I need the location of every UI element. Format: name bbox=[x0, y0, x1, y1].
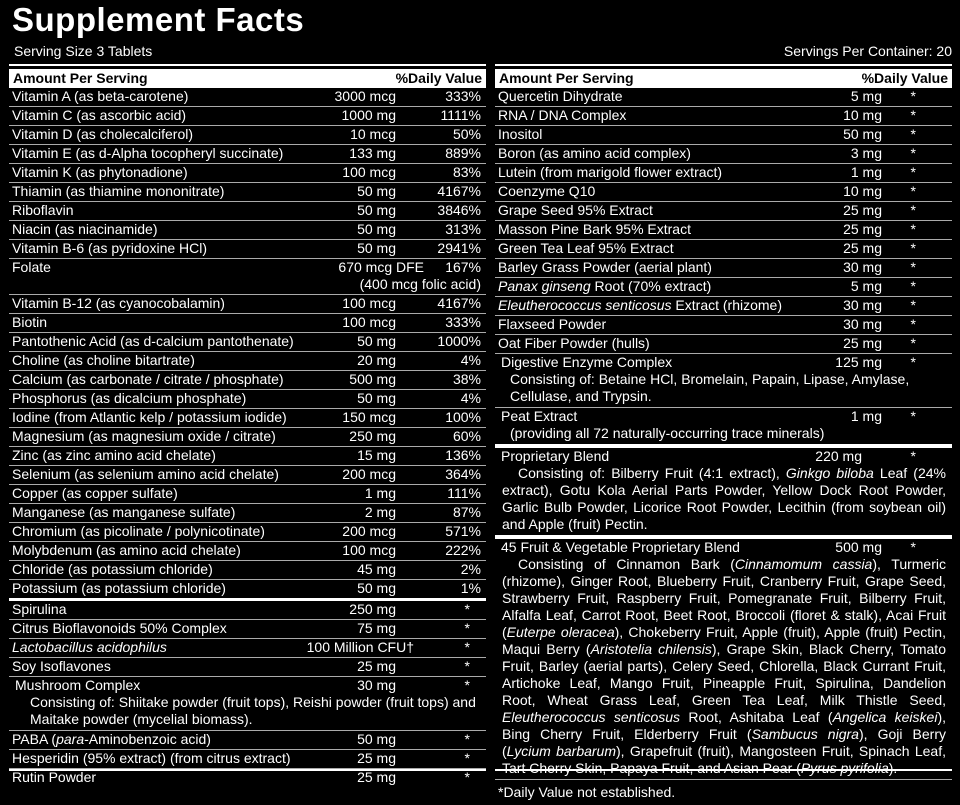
other-ingredient-rows bbox=[9, 598, 486, 677]
nutrient-row-folate bbox=[9, 259, 486, 295]
nutrient-daily-value: 571% bbox=[445, 523, 481, 539]
nutrient-name: Phosphorus (as dicalcium phosphate) bbox=[12, 390, 247, 406]
daily-value-heading: %Daily Value bbox=[395, 70, 482, 86]
ingredient-row bbox=[495, 107, 952, 126]
nutrient-name: Calcium (as carbonate / citrate / phosphate) bbox=[12, 371, 284, 387]
nutrient-row bbox=[9, 88, 486, 107]
ingredient-row-panax-ginseng bbox=[495, 278, 952, 297]
peat-extract-detail: (providing all 72 naturally-occurring trace minerals) bbox=[510, 425, 825, 441]
ingredient-amount: 1 mg bbox=[850, 408, 882, 424]
nutrient-name: Folate bbox=[12, 259, 51, 275]
nutrient-name: Niacin (as niacinamide) bbox=[12, 221, 158, 237]
nutrient-row bbox=[9, 333, 486, 352]
nutrient-name: Citrus Bioflavonoids 50% Complex bbox=[12, 620, 227, 636]
nutrient-amount: 10 mcg bbox=[350, 126, 396, 142]
nutrient-row bbox=[9, 371, 486, 390]
ingredient-daily-value: * bbox=[910, 539, 916, 555]
nutrient-amount: 1000 mg bbox=[341, 107, 396, 123]
ingredient-name: Peat Extract bbox=[501, 408, 578, 424]
nutrient-amount: 133 mg bbox=[349, 145, 396, 161]
ingredient-amount: 25 mg bbox=[843, 335, 882, 351]
nutrient-row-mushroom-complex bbox=[9, 677, 486, 731]
nutrient-daily-value: 333% bbox=[445, 88, 481, 104]
nutrient-amount: 20 mg bbox=[357, 352, 396, 368]
nutrient-amount: 200 mcg bbox=[342, 523, 396, 539]
nutrient-amount: 15 mg bbox=[357, 447, 396, 463]
nutrient-amount-note: (400 mcg folic acid) bbox=[359, 276, 481, 292]
nutrient-daily-value: 889% bbox=[445, 145, 481, 161]
ingredient-row bbox=[495, 316, 952, 335]
digestive-enzyme-detail: Consisting of: Betaine HCl, Bromelain, Papain, Lipase, Amylase, Cellulase, and Trypsin. bbox=[510, 371, 910, 404]
nutrient-daily-value: * bbox=[464, 769, 470, 785]
ingredient-daily-value: * bbox=[910, 183, 916, 199]
ingredient-amount: 25 mg bbox=[843, 240, 882, 256]
ingredient-row bbox=[495, 335, 952, 354]
ingredient-row-eleutherococcus bbox=[495, 297, 952, 316]
ingredient-amount: 30 mg bbox=[843, 259, 882, 275]
nutrient-row bbox=[9, 352, 486, 371]
nutrient-name: Magnesium (as magnesium oxide / citrate) bbox=[12, 428, 276, 444]
nutrient-name: Riboflavin bbox=[12, 202, 74, 218]
nutrient-name: Rutin Powder bbox=[12, 769, 97, 785]
ingredient-daily-value: * bbox=[910, 240, 916, 256]
nutrient-amount: 3000 mcg bbox=[334, 88, 396, 104]
nutrient-row bbox=[9, 164, 486, 183]
ingredient-daily-value: * bbox=[910, 221, 916, 237]
mushroom-complex-detail: Consisting of: Shiitake powder (fruit tops), Reishi powder (fruit tops) and Maitake powder (mycelial biomass). bbox=[30, 694, 476, 727]
nutrient-name: Lactobacillus acidophilus bbox=[12, 639, 167, 655]
nutrient-daily-value: * bbox=[464, 639, 470, 655]
nutrient-daily-value: 100% bbox=[445, 409, 481, 425]
nutrient-daily-value: 4167% bbox=[437, 295, 481, 311]
ingredient-daily-value: * bbox=[910, 145, 916, 161]
ingredient-amount: 500 mg bbox=[835, 539, 882, 555]
nutrient-row bbox=[9, 202, 486, 221]
ingredient-daily-value: * bbox=[910, 297, 916, 313]
nutrient-amount: 50 mg bbox=[357, 202, 396, 218]
ingredient-amount: 25 mg bbox=[843, 202, 882, 218]
nutrient-name: Pantothenic Acid (as d-calcium pantothenate) bbox=[12, 333, 294, 349]
nutrient-daily-value: 4% bbox=[460, 352, 481, 368]
nutrient-row bbox=[9, 145, 486, 164]
nutrient-amount: 50 mg bbox=[357, 240, 396, 256]
nutrient-daily-value: 87% bbox=[452, 504, 481, 520]
left-column-header bbox=[9, 69, 486, 88]
ingredient-amount: 220 mg bbox=[815, 448, 862, 464]
nutrient-daily-value: * bbox=[464, 731, 470, 747]
nutrient-daily-value: 2941% bbox=[437, 240, 481, 256]
ingredient-amount: 5 mg bbox=[850, 278, 882, 294]
nutrient-amount: 100 mcg bbox=[342, 295, 396, 311]
nutrient-daily-value: 2% bbox=[460, 561, 481, 577]
vitamin-rows bbox=[9, 88, 486, 259]
ingredient-row bbox=[495, 259, 952, 278]
nutrient-name: Mushroom Complex bbox=[15, 677, 141, 693]
ingredient-name: Flaxseed Powder bbox=[498, 316, 607, 332]
mineral-rows bbox=[9, 295, 486, 598]
nutrient-daily-value: 4% bbox=[460, 390, 481, 406]
ingredient-name: Eleutherococcus senticosus Extract (rhizome) bbox=[498, 297, 783, 313]
ingredient-row bbox=[495, 240, 952, 259]
nutrient-daily-value: * bbox=[464, 620, 470, 636]
nutrient-name: Vitamin E (as d-Alpha tocopheryl succinate) bbox=[12, 145, 284, 161]
nutrient-name: Spirulina bbox=[12, 601, 67, 617]
nutrient-amount: 2 mg bbox=[364, 504, 396, 520]
nutrient-row bbox=[9, 542, 486, 561]
nutrient-row bbox=[9, 126, 486, 145]
ingredient-name: Oat Fiber Powder (hulls) bbox=[498, 335, 650, 351]
nutrient-row bbox=[9, 314, 486, 333]
ingredient-daily-value: * bbox=[910, 354, 916, 370]
nutrient-amount: 25 mg bbox=[357, 658, 396, 674]
nutrient-daily-value: 167% bbox=[445, 259, 481, 275]
ingredient-amount: 125 mg bbox=[835, 354, 882, 370]
nutrient-row bbox=[9, 409, 486, 428]
nutrient-name: Chromium (as picolinate / polynicotinate) bbox=[12, 523, 265, 539]
nutrient-name: Iodine (from Atlantic kelp / potassium iodide) bbox=[12, 409, 287, 425]
ingredient-row-peat-extract bbox=[495, 408, 952, 448]
nutrient-daily-value: 111% bbox=[447, 485, 481, 501]
nutrient-amount: 50 mg bbox=[357, 333, 396, 349]
nutrient-amount: 670 mcg DFE bbox=[338, 259, 424, 275]
ingredient-name: Masson Pine Bark 95% Extract bbox=[498, 221, 691, 237]
nutrient-row bbox=[9, 639, 486, 658]
ingredient-daily-value: * bbox=[910, 335, 916, 351]
nutrient-daily-value: 4167% bbox=[437, 183, 481, 199]
nutrient-daily-value: 222% bbox=[445, 542, 481, 558]
amount-per-serving-heading: Amount Per Serving bbox=[13, 70, 148, 86]
nutrient-row bbox=[9, 107, 486, 126]
nutrient-daily-value: 38% bbox=[452, 371, 481, 387]
ingredient-amount: 1 mg bbox=[850, 164, 882, 180]
nutrient-daily-value: 60% bbox=[452, 428, 481, 444]
nutrient-amount: 50 mg bbox=[357, 390, 396, 406]
nutrient-amount: 50 mg bbox=[357, 580, 396, 596]
nutrient-name: Vitamin A (as beta-carotene) bbox=[12, 88, 189, 104]
ingredient-row bbox=[495, 202, 952, 221]
ingredient-name: Digestive Enzyme Complex bbox=[501, 354, 673, 370]
ingredient-row bbox=[495, 183, 952, 202]
daily-value-footnote: *Daily Value not established. bbox=[498, 784, 676, 800]
nutrient-daily-value: * bbox=[464, 677, 470, 693]
nutrient-amount: 1 mg bbox=[364, 485, 396, 501]
nutrient-daily-value: 83% bbox=[452, 164, 481, 180]
nutrient-row bbox=[9, 620, 486, 639]
nutrient-name: PABA (para-Aminobenzoic acid) bbox=[12, 731, 211, 747]
nutrient-name: Copper (as copper sulfate) bbox=[12, 485, 178, 501]
ingredient-name: Lutein (from marigold flower extract) bbox=[498, 164, 723, 180]
ingredient-name: Panax ginseng Root (70% extract) bbox=[498, 278, 712, 294]
nutrient-daily-value: * bbox=[464, 750, 470, 766]
nutrient-name: Molybdenum (as amino acid chelate) bbox=[12, 542, 241, 558]
ingredient-row bbox=[495, 221, 952, 240]
ingredient-amount: 30 mg bbox=[843, 297, 882, 313]
daily-value-heading: %Daily Value bbox=[861, 70, 948, 86]
nutrient-name: Potassium (as potassium chloride) bbox=[12, 580, 226, 596]
nutrient-row bbox=[9, 523, 486, 542]
ingredient-daily-value: * bbox=[910, 202, 916, 218]
nutrient-row bbox=[9, 428, 486, 447]
nutrient-amount: 50 mg bbox=[357, 731, 396, 747]
ingredient-amount: 25 mg bbox=[843, 221, 882, 237]
nutrient-amount: 75 mg bbox=[357, 620, 396, 636]
ingredient-daily-value: * bbox=[910, 316, 916, 332]
nutrient-amount: 500 mg bbox=[349, 371, 396, 387]
ingredient-row-digestive-enzyme bbox=[495, 354, 952, 408]
nutrient-amount: 25 mg bbox=[357, 769, 396, 785]
nutrient-amount: 100 mcg bbox=[342, 164, 396, 180]
nutrient-daily-value: 364% bbox=[445, 466, 481, 482]
ingredient-name: Proprietary Blend bbox=[501, 448, 610, 464]
nutrient-daily-value: 1000% bbox=[437, 333, 481, 349]
nutrient-amount: 30 mg bbox=[357, 677, 396, 693]
nutrient-row bbox=[9, 561, 486, 580]
nutrient-name: Choline (as choline bitartrate) bbox=[12, 352, 195, 368]
nutrient-amount: 45 mg bbox=[357, 561, 396, 577]
nutrient-row bbox=[9, 750, 486, 769]
nutrient-amount: 150 mcg bbox=[342, 409, 396, 425]
nutrient-amount: 250 mg bbox=[349, 601, 396, 617]
nutrient-name: Biotin bbox=[12, 314, 48, 330]
nutrient-daily-value: * bbox=[464, 658, 470, 674]
ingredient-row-fruit-vegetable-blend bbox=[495, 539, 952, 780]
nutrient-name: Selenium (as selenium amino acid chelate) bbox=[12, 466, 279, 482]
ingredient-name: Green Tea Leaf 95% Extract bbox=[498, 240, 674, 256]
ingredient-amount: 30 mg bbox=[843, 316, 882, 332]
nutrient-row-paba bbox=[9, 731, 486, 750]
nutrient-row bbox=[9, 390, 486, 409]
ingredient-daily-value: * bbox=[910, 259, 916, 275]
serving-size: Serving Size 3 Tablets bbox=[14, 43, 153, 59]
ingredient-name: Quercetin Dihydrate bbox=[498, 88, 623, 104]
ingredient-row bbox=[495, 126, 952, 145]
nutrient-row bbox=[9, 466, 486, 485]
nutrient-amount: 100 mcg bbox=[342, 542, 396, 558]
ingredient-rows-2 bbox=[495, 316, 952, 354]
nutrient-daily-value: * bbox=[464, 601, 470, 617]
ingredient-daily-value: * bbox=[910, 164, 916, 180]
ingredient-daily-value: * bbox=[910, 408, 916, 424]
fruit-vegetable-blend-detail: Consisting of Cinnamon Bark (Cinnamomum cassia), Turmeric (rhizome), Ginger Root, Blueberry Fruit, Cranberry Fruit, Grape Seed, Strawberry Fruit, Raspberry Fruit, Pomegranate Fruit, Bilberry Fruit, Alfalfa Leaf, Carrot Root, Beet Root, Broccoli (floret & stalk), Acai Fruit (Euterpe oleracea), Chokeberry Fruit, Apple (fruit), Apple (fruit) Pectin, Maqui Berry (Aristotelia chilensis), Grape Skin, Black Cherry, Tomato Fruit, Barley (aerial parts), Celery Seed, Chlorella, Black Currant Fruit, Artichoke Leaf, Mango Fruit, Pineapple Fruit, Spirulina, Dandelion Root, Wheat Grass Leaf, Green Tea Leaf, Milk Thistle Seed, Eleutherococcus senticosus Root, Ashitaba Leaf (Angelica keiskei), Bing Cherry Fruit, Elderberry Fruit (Sambucus nigra), Goji Berry (Lycium barbarum), Grapefruit (fruit), Mangosteen Fruit, Spinach Leaf, Tart Cherry Skin, Papaya Fruit, and Asian Pear (Pyrus pyrifolia). bbox=[502, 556, 946, 776]
right-column-header bbox=[495, 69, 952, 88]
nutrient-row bbox=[9, 485, 486, 504]
ingredient-name: Boron (as amino acid complex) bbox=[498, 145, 691, 161]
nutrient-row bbox=[9, 769, 486, 787]
ingredient-name: Inositol bbox=[498, 126, 543, 142]
nutrient-row bbox=[9, 183, 486, 202]
nutrient-row bbox=[9, 601, 486, 620]
nutrient-name: Vitamin B-12 (as cyanocobalamin) bbox=[12, 295, 225, 311]
nutrient-amount: 200 mcg bbox=[342, 466, 396, 482]
ingredient-daily-value: * bbox=[910, 88, 916, 104]
nutrient-daily-value: 1111% bbox=[440, 107, 481, 123]
ingredient-daily-value: * bbox=[910, 107, 916, 123]
nutrient-daily-value: 50% bbox=[452, 126, 481, 142]
nutrient-name: Zinc (as zinc amino acid chelate) bbox=[12, 447, 216, 463]
ingredient-row bbox=[495, 145, 952, 164]
ingredient-name: Coenzyme Q10 bbox=[498, 183, 596, 199]
ingredient-name: Barley Grass Powder (aerial plant) bbox=[498, 259, 712, 275]
amount-per-serving-heading: Amount Per Serving bbox=[499, 70, 634, 86]
ingredient-daily-value: * bbox=[910, 278, 916, 294]
nutrient-amount: 100 mcg bbox=[342, 314, 396, 330]
ingredient-name: Grape Seed 95% Extract bbox=[498, 202, 653, 218]
nutrient-amount: 250 mg bbox=[349, 428, 396, 444]
proprietary-blend-detail: Consisting of: Bilberry Fruit (4:1 extract), Ginkgo biloba Leaf (24% extract), Gotu Kola Aerial Parts Powder, Yellow Dock Root Powder, Garlic Bulb Powder, Licorice Root Powder, Lecithin (from soybean oil) and Apple (fruit) Pectin. bbox=[502, 465, 946, 532]
nutrient-row bbox=[9, 504, 486, 523]
ingredient-amount: 50 mg bbox=[843, 126, 882, 142]
nutrient-row bbox=[9, 658, 486, 677]
ingredient-row-proprietary-blend bbox=[495, 448, 952, 539]
nutrient-amount: 25 mg bbox=[357, 750, 396, 766]
nutrient-amount: 50 mg bbox=[357, 183, 396, 199]
nutrient-daily-value: 333% bbox=[445, 314, 481, 330]
ingredient-name: 45 Fruit & Vegetable Proprietary Blend bbox=[501, 539, 740, 555]
nutrient-name: Vitamin C (as ascorbic acid) bbox=[12, 107, 187, 123]
ingredient-amount: 10 mg bbox=[843, 107, 882, 123]
nutrient-name: Thiamin (as thiamine mononitrate) bbox=[12, 183, 225, 199]
nutrient-daily-value: 3846% bbox=[437, 202, 481, 218]
ingredient-amount: 3 mg bbox=[850, 145, 882, 161]
left-facts-column bbox=[9, 64, 486, 785]
right-facts-column bbox=[495, 64, 952, 800]
label-title: Supplement Facts bbox=[12, 1, 305, 38]
ingredient-name: RNA / DNA Complex bbox=[498, 107, 627, 123]
tail-rows bbox=[9, 750, 486, 787]
nutrient-amount: 100 Million CFU† bbox=[306, 639, 414, 655]
ingredient-amount: 10 mg bbox=[843, 183, 882, 199]
ingredient-amount: 5 mg bbox=[850, 88, 882, 104]
nutrient-name: Manganese (as manganese sulfate) bbox=[12, 504, 236, 520]
nutrient-row bbox=[9, 221, 486, 240]
nutrient-row bbox=[9, 240, 486, 259]
nutrient-row bbox=[9, 447, 486, 466]
nutrient-amount: 50 mg bbox=[357, 221, 396, 237]
nutrient-row bbox=[9, 580, 486, 598]
nutrient-name: Vitamin B-6 (as pyridoxine HCl) bbox=[12, 240, 208, 256]
nutrient-daily-value: 1% bbox=[460, 580, 481, 596]
ingredient-row bbox=[495, 88, 952, 107]
nutrient-name: Hesperidin (95% extract) (from citrus extract) bbox=[12, 750, 291, 766]
nutrient-daily-value: 136% bbox=[445, 447, 481, 463]
nutrient-daily-value: 313% bbox=[445, 221, 481, 237]
ingredient-row bbox=[495, 164, 952, 183]
nutrient-name: Vitamin D (as cholecalciferol) bbox=[12, 126, 194, 142]
servings-per-container: Servings Per Container: 20 bbox=[783, 43, 952, 59]
nutrient-name: Chloride (as potassium chloride) bbox=[12, 561, 213, 577]
nutrient-name: Soy Isoflavones bbox=[12, 658, 111, 674]
nutrient-row bbox=[9, 295, 486, 314]
ingredient-daily-value: * bbox=[910, 448, 916, 464]
ingredient-rows bbox=[495, 88, 952, 278]
ingredient-daily-value: * bbox=[910, 126, 916, 142]
nutrient-name: Vitamin K (as phytonadione) bbox=[12, 164, 188, 180]
